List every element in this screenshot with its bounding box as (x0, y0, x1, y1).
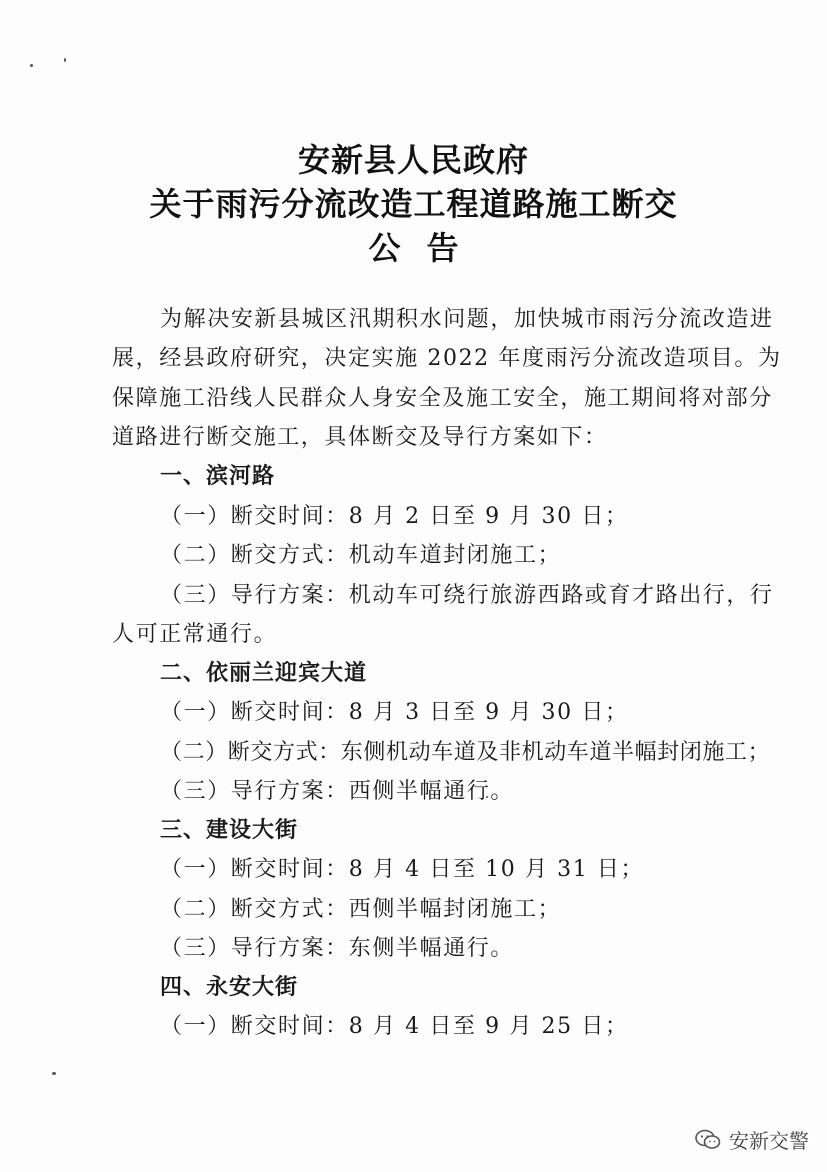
title-line-3: 公告 (368, 229, 485, 267)
section-item: （一）断交时间：8 月 3 日至 9 月 30 日； (160, 700, 629, 725)
section-item: （三）导行方案：东侧半幅通行。 (160, 936, 515, 961)
section-heading: 二、依丽兰迎宾大道 (160, 661, 368, 686)
section-item: （一）断交时间：8 月 4 日至 10 月 31 日； (160, 857, 645, 882)
scan-speck (64, 58, 66, 62)
section-heading: 四、永安大街 (160, 975, 299, 1000)
section-item: （三）导行方案：机动车可绕行旅游西路或育才路出行，行 (160, 583, 774, 608)
section-item: （一）断交时间：8 月 4 日至 9 月 25 日； (160, 1014, 629, 1039)
section-heading: 三、建设大街 (160, 818, 299, 843)
watermark (695, 1125, 809, 1154)
title-line-2: 关于雨污分流改造工程道路施工断交 (149, 185, 678, 223)
section-item: 人可正常通行。 (112, 622, 278, 647)
title-line-1: 安新县人民政府 (297, 141, 529, 179)
wechat-icon (695, 1129, 721, 1151)
intro-line: 展，经县政府研究，决定实施 2022 年度雨污分流改造项目。为 (112, 346, 782, 371)
section-item: （一）断交时间：8 月 2 日至 9 月 30 日； (160, 504, 629, 529)
document-title (0, 138, 827, 270)
scan-speck (30, 64, 33, 67)
section-item: （二）断交方式：机动车道封闭施工； (160, 543, 562, 568)
section-item: （二）断交方式：东侧机动车道及非机动车道半幅封闭施工； (160, 740, 771, 765)
intro-line: 保障施工沿线人民群众人身安全及施工安全，施工期间将对部分 (112, 386, 773, 411)
section-heading: 一、滨河路 (160, 464, 276, 489)
scan-speck (52, 1072, 56, 1075)
watermark-text: 安新交警 (729, 1129, 809, 1153)
intro-line: 道路进行断交施工，具体断交及导行方案如下： (112, 425, 608, 450)
intro-line: 为解决安新县城区汛期积水问题，加快城市雨污分流改造进 (160, 307, 774, 332)
section-item: （二）断交方式：西侧半幅封闭施工； (160, 897, 562, 922)
section-item: （三）导行方案：西侧半幅通行。 (160, 779, 515, 804)
